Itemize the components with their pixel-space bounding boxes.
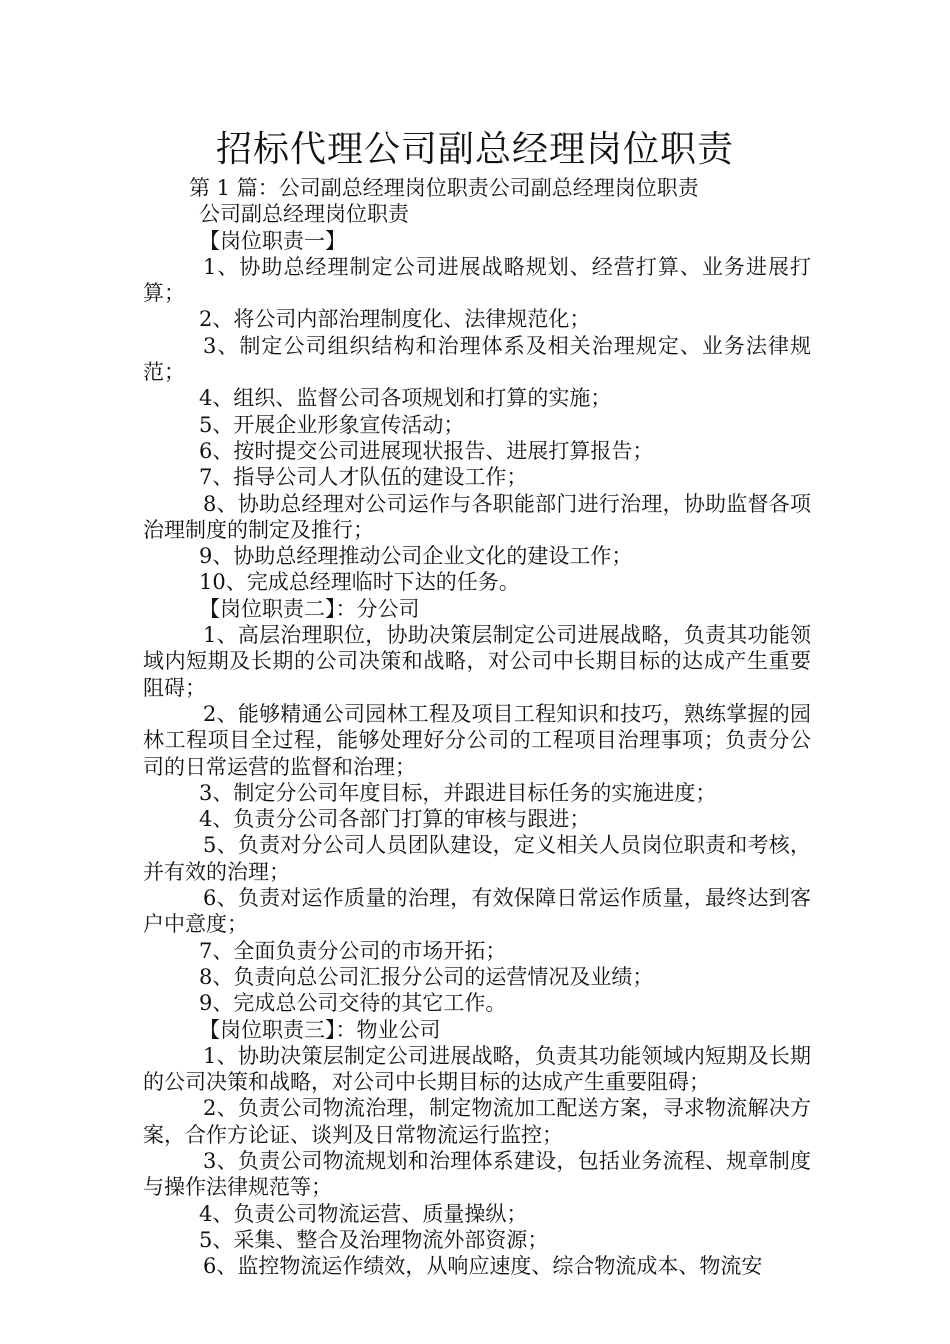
section3-item: 6、监控物流运作绩效，从响应速度、综合物流成本、物流安 [203, 1254, 763, 1279]
section2-item: 3、制定分公司年度目标，并跟进目标任务的实施进度； [199, 780, 717, 805]
section1-item: 9、协助总经理推动公司企业文化的建设工作； [199, 544, 633, 569]
section2-item: 6、负责对运作质量的治理，有效保障日常运作质量，最终达到客户中意度； [143, 886, 811, 937]
chapter-heading: 第 1 篇：公司副总经理岗位职责公司副总经理岗位职责 [189, 176, 699, 200]
section3-item: 4、负责公司物流运营、质量操纵； [199, 1201, 528, 1226]
section-heading-3: 【岗位职责三】：物业公司 [199, 1017, 441, 1042]
section1-item: 10、完成总经理临时下达的任务。 [199, 570, 520, 595]
section3-item: 5、采集、整合及治理物流外部资源； [199, 1227, 549, 1252]
section-heading-1: 【岗位职责一】 [199, 228, 346, 253]
document-title: 招标代理公司副总经理岗位职责 [215, 129, 734, 170]
subheading: 公司副总经理岗位职责 [199, 202, 409, 227]
section-heading-2: 【岗位职责二】：分公司 [199, 596, 420, 621]
section2-item: 7、全面负责分公司的市场开拓； [199, 938, 507, 963]
section1-item: 4、组织、监督公司各项规划和打算的实施； [199, 386, 612, 411]
section1-item: 7、指导公司人才队伍的建设工作； [199, 465, 528, 490]
section3-item: 2、负责公司物流治理，制定物流加工配送方案，寻求物流解决方案，合作方论证、谈判及日常物流运行监控； [143, 1096, 811, 1147]
document-body [143, 175, 811, 1279]
section1-item: 6、按时提交公司进展现状报告、进展打算报告； [199, 438, 654, 463]
section1-item: 3、制定公司组织结构和治理体系及相关治理规定、业务法律规范； [143, 333, 811, 385]
section1-item: 5、开展企业形象宣传活动； [199, 412, 465, 437]
section1-item: 2、将公司内部治理制度化、法律规范化； [199, 307, 591, 332]
section2-item: 4、负责分公司各部门打算的审核与跟进； [199, 807, 591, 832]
section3-item: 3、负责公司物流规划和治理体系建设，包括业务流程、规章制度与操作法律规范等； [143, 1148, 811, 1200]
section1-item: 1、协助总经理制定公司进展战略规划、经营打算、业务进展打算； [143, 254, 811, 306]
section2-item: 5、负责对分公司人员团队建设，定义相关人员岗位职责和考核，并有效的治理； [143, 833, 811, 884]
section2-item: 2、能够精通公司园林工程及项目工程知识和技巧，熟练掌握的园林工程项目全过程，能够处理好分公司的工程项目治理事项；负责分公司的日常运营的监督和治理； [143, 701, 811, 779]
section3-item: 1、协助决策层制定公司进展战略，负责其功能领域内短期及长期的公司决策和战略，对公司中长期目标的达成产生重要阻碍； [143, 1043, 811, 1095]
section2-item: 8、负责向总公司汇报分公司的运营情况及业绩； [199, 964, 654, 989]
section2-item: 1、高层治理职位，协助决策层制定公司进展战略，负责其功能领域内短期及长期的公司决策和战略，对公司中长期目标的达成产生重要阻碍； [143, 623, 811, 700]
section2-item: 9、完成总公司交待的其它工作。 [199, 991, 507, 1016]
section1-item: 8、协助总经理对公司运作与各职能部门进行治理，协助监督各项治理制度的制定及推行； [143, 491, 811, 542]
